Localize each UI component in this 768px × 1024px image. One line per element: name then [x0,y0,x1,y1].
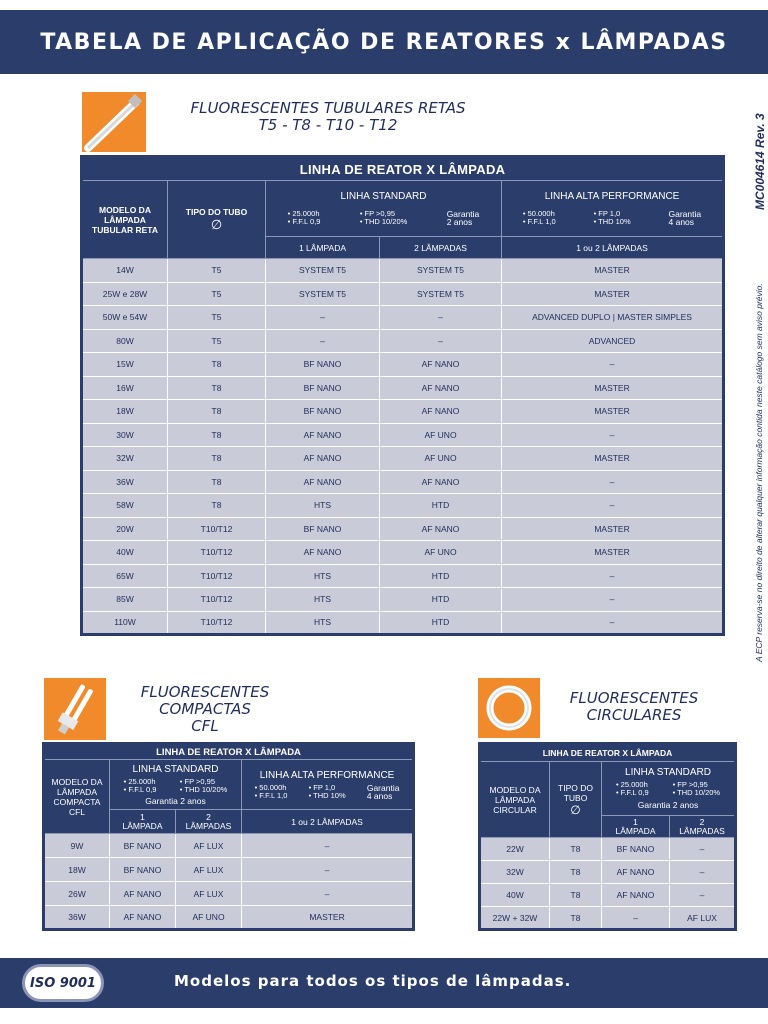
spec: • 25.000h [615,780,648,789]
spec: • FP 1,0 [308,782,336,792]
table-cell: AF LUX [176,834,242,858]
diameter-icon: ∅ [570,802,581,817]
table-cell: AF UNO [380,541,502,565]
circular-caption: LINHA DE REATOR X LÂMPADA [480,744,736,762]
table-cell: SYSTEM T5 [380,259,502,283]
table-cell: T5 [168,306,266,330]
tubular-standard-specs [268,210,499,226]
table-cell: 36W [82,470,168,494]
cfl-caption: LINHA DE REATOR X LÂMPADA [44,744,414,760]
table-cell: T10/T12 [168,611,266,635]
table-cell: BF NANO [266,353,380,377]
table-cell: 14W [82,259,168,283]
table-cell: AF NANO [380,470,502,494]
lamp-label: LÂMPADA [615,825,656,836]
tubular-table [80,155,725,636]
table-row [82,564,724,588]
spec: • F.F.L 0,9 [287,217,321,226]
circular-col-tube [550,762,602,838]
spec: • FP >0,95 [359,209,396,218]
table-row [44,882,414,906]
table-cell: 26W [44,882,110,906]
table-cell: T10/T12 [168,564,266,588]
table-cell: HTS [266,564,380,588]
circular-title-line1: FLUORESCENTES [569,689,699,707]
table-cell: T10/T12 [168,588,266,612]
table-cell: 25W e 28W [82,282,168,306]
circular-standard-header [602,762,736,816]
circular-title-line2: CIRCULARES [586,706,682,724]
tubular-caption: LINHA DE REATOR X LÂMPADA [82,157,724,181]
page-title: TABELA DE APLICAÇÃO DE REATORES x LÂMPADAS [40,29,728,55]
page-header [0,10,768,74]
tubular-table-body [82,259,724,635]
table-cell: T8 [168,494,266,518]
table-cell: HTD [380,611,502,635]
table-cell: T8 [550,907,602,930]
footer-tagline: Modelos para todos os tipos de lâmpadas. [174,972,572,990]
table-row [44,906,414,930]
lamp-label: LÂMPADA [122,820,163,831]
table-cell: – [502,494,724,518]
table-cell: 9W [44,834,110,858]
cfl-high-header [242,760,414,810]
table-cell: 22W + 32W [480,907,550,930]
cfl-high-specs [244,784,410,800]
table-cell: – [266,306,380,330]
table-row [480,884,736,907]
table-cell: 18W [82,400,168,424]
table-row [82,306,724,330]
cfl-standard-specs [112,778,239,794]
lamp-label: LÂMPADAS [185,820,232,831]
table-cell: SYSTEM T5 [266,259,380,283]
table-cell: T10/T12 [168,517,266,541]
lamp-count: 2 [699,816,705,827]
table-cell: – [242,882,414,906]
table-cell: 85W [82,588,168,612]
table-cell: AF NANO [380,353,502,377]
table-row [480,838,736,861]
table-cell: – [502,423,724,447]
table-cell: T8 [550,884,602,907]
circular-lamp-icon [478,678,540,738]
lamp-count: 1 [633,816,638,827]
table-cell: BF NANO [266,517,380,541]
table-cell: HTD [380,564,502,588]
spec: • F.F.L 0,9 [123,784,157,794]
table-cell: MASTER [502,282,724,306]
table-cell: BF NANO [266,376,380,400]
cfl-standard-title: LINHA STANDARD [132,763,219,775]
table-cell: 22W [480,838,550,861]
table-cell: T5 [168,259,266,283]
circular-guarantee: Garantia 2 anos [637,800,699,810]
spec: • THD 10% [593,217,631,226]
table-cell: AF LUX [176,858,242,882]
table-cell: AF NANO [110,882,176,906]
table-cell: MASTER [502,447,724,471]
table-row [82,353,724,377]
spec: • FP >0,95 [179,776,216,786]
table-row [82,541,724,565]
table-cell: AF NANO [380,400,502,424]
cfl-guarantee: Garantia 2 anos [145,795,206,806]
table-cell: BF NANO [110,858,176,882]
circular-title [548,690,720,724]
table-cell: – [502,564,724,588]
cfl-standard-header [110,760,242,810]
cfl-title-line1: FLUORESCENTES [140,683,270,701]
circular-table [478,742,737,931]
guarantee: Garantia [446,209,480,219]
cfl-title-line2: COMPACTAS [159,700,251,718]
table-cell: T8 [168,447,266,471]
table-cell: ADVANCED [502,329,724,353]
table-cell: AF NANO [602,884,670,907]
cfl-table-body [44,834,414,930]
table-row [82,470,724,494]
table-cell: HTS [266,588,380,612]
compact-lamp-icon [44,678,106,740]
table-cell: 36W [44,906,110,930]
table-cell: AF NANO [266,447,380,471]
spec: • FP 1,0 [593,209,621,218]
table-cell: BF NANO [602,838,670,861]
table-cell: T10/T12 [168,541,266,565]
spec: • THD 10/20% [359,217,408,226]
tubular-col-1or2-lamps: 1 ou 2 LÂMPADAS [502,237,724,259]
table-cell: – [670,838,736,861]
guarantee: Garantia [366,782,400,793]
iso-logo-text: ISO 9001 [30,975,96,991]
table-row [82,282,724,306]
circular-standard-title: LINHA STANDARD [625,767,711,778]
table-cell: 80W [82,329,168,353]
table-row [82,376,724,400]
table-cell: T8 [168,353,266,377]
table-cell: MASTER [502,376,724,400]
table-cell: – [502,470,724,494]
table-cell: ADVANCED DUPLO | MASTER SIMPLES [502,306,724,330]
table-row [82,588,724,612]
table-cell: AF NANO [110,906,176,930]
tubular-title-line1: FLUORESCENTES TUBULARES RETAS [190,99,466,117]
table-row [44,834,414,858]
table-row [82,259,724,283]
page-footer [0,958,768,1008]
table-cell: T5 [168,329,266,353]
guarantee: 4 anos [366,790,393,801]
circular-col-tube-label: TIPO DO TUBO [558,782,593,803]
table-cell: HTS [266,611,380,635]
table-cell: T8 [168,376,266,400]
guarantee: 2 anos [446,217,473,227]
table-row [44,858,414,882]
table-cell: AF UNO [176,906,242,930]
table-cell: AF NANO [602,861,670,884]
spec: • F.F.L 0,9 [615,788,649,797]
table-cell: – [670,884,736,907]
table-cell: – [502,588,724,612]
table-row [82,447,724,471]
circular-standard-specs [604,781,732,797]
table-cell: HTD [380,588,502,612]
lamp-count: 1 [140,811,145,822]
tubular-col-model: MODELO DA LÂMPADA TUBULAR RETA [82,181,168,259]
table-row [480,907,736,930]
spec: • F.F.L 1,0 [254,790,288,800]
table-cell: – [502,611,724,635]
tubular-lamp-icon [82,92,146,152]
spec: • 50.000h [254,782,287,792]
circular-table-body [480,838,736,930]
tubular-col-1-lamp: 1 LÂMPADA [266,237,380,259]
tubular-high-header [502,181,724,237]
tubular-standard-header [266,181,502,237]
table-row [82,611,724,635]
table-cell: – [266,329,380,353]
spec: • 25.000h [287,209,320,218]
disclaimer-note: A ECP reserva-se no direito de alterar qualquer informação contida neste catálogo sem aviso prévio. [754,283,764,662]
table-cell: T8 [168,470,266,494]
cfl-title-line3: CFL [191,717,219,735]
cfl-col-1-lamp [110,810,176,834]
table-cell: MASTER [502,400,724,424]
table-cell: 50W e 54W [82,306,168,330]
table-cell: T8 [168,400,266,424]
table-cell: MASTER [502,541,724,565]
tubular-col-tube [168,181,266,259]
table-cell: 110W [82,611,168,635]
lamp-count: 2 [206,811,211,822]
spec: • F.F.L 1,0 [522,217,556,226]
table-cell: AF UNO [380,447,502,471]
diameter-icon: ∅ [210,216,223,232]
table-cell: 32W [82,447,168,471]
table-cell: – [670,861,736,884]
table-cell: AF NANO [266,470,380,494]
circular-col-model: MODELO DA LÂMPADA CIRCULAR [480,762,550,838]
tubular-col-2-lamps: 2 LÂMPADAS [380,237,502,259]
tubular-high-specs [504,210,720,226]
table-cell: T8 [550,838,602,861]
table-cell: – [242,858,414,882]
table-cell: AF NANO [266,423,380,447]
guarantee: 4 anos [668,217,695,227]
table-cell: – [602,907,670,930]
table-cell: HTD [380,494,502,518]
table-cell: 40W [82,541,168,565]
table-cell: AF LUX [176,882,242,906]
lamp-label: LÂMPADAS [679,825,725,836]
table-cell: 16W [82,376,168,400]
document-code: MC004614 Rev. 3 [753,113,767,210]
table-cell: T8 [550,861,602,884]
table-cell: SYSTEM T5 [266,282,380,306]
spec: • 25.000h [123,776,156,786]
tubular-standard-title: LINHA STANDARD [340,191,427,202]
table-cell: 15W [82,353,168,377]
spec: • THD 10% [308,790,346,800]
cfl-col-1or2-lamps: 1 ou 2 LÂMPADAS [242,810,414,834]
spec: • THD 10/20% [179,784,228,794]
table-row [82,423,724,447]
table-cell: AF NANO [380,517,502,541]
table-cell: MASTER [502,259,724,283]
table-cell: AF NANO [266,541,380,565]
cfl-title [110,684,300,735]
spec: • 50.000h [522,209,555,218]
table-cell: T8 [168,423,266,447]
table-cell: AF UNO [380,423,502,447]
table-cell: AF LUX [670,907,736,930]
table-cell: AF NANO [380,376,502,400]
table-cell: – [380,306,502,330]
table-row [480,861,736,884]
table-cell: MASTER [242,906,414,930]
guarantee: Garantia [668,209,702,219]
circular-col-1-lamp [602,816,670,838]
cfl-table [42,742,415,931]
tubular-high-title: LINHA ALTA PERFORMANCE [544,191,680,202]
table-cell: 58W [82,494,168,518]
spec: • FP >0,95 [672,780,708,789]
tubular-col-tube-label: TIPO DO TUBO [185,206,248,217]
tubular-title [150,100,506,134]
cfl-high-title: LINHA ALTA PERFORMANCE [259,769,395,781]
table-cell: – [380,329,502,353]
table-cell: 20W [82,517,168,541]
table-row [82,517,724,541]
table-cell: 40W [480,884,550,907]
table-row [82,329,724,353]
table-row [82,494,724,518]
table-row [82,400,724,424]
table-cell: BF NANO [266,400,380,424]
table-cell: – [242,834,414,858]
table-cell: 65W [82,564,168,588]
spec: • THD 10/20% [672,788,721,797]
table-cell: 32W [480,861,550,884]
table-cell: 30W [82,423,168,447]
table-cell: SYSTEM T5 [380,282,502,306]
table-cell: 18W [44,858,110,882]
tubular-title-line2: T5 - T8 - T10 - T12 [258,116,398,134]
circular-col-2-lamps [670,816,736,838]
table-cell: T5 [168,282,266,306]
table-cell: – [502,353,724,377]
table-cell: BF NANO [110,834,176,858]
cfl-col-2-lamps [176,810,242,834]
cfl-col-model: MODELO DA LÂMPADA COMPACTA CFL [44,760,110,834]
table-cell: HTS [266,494,380,518]
table-cell: MASTER [502,517,724,541]
iso-logo [22,964,104,1002]
